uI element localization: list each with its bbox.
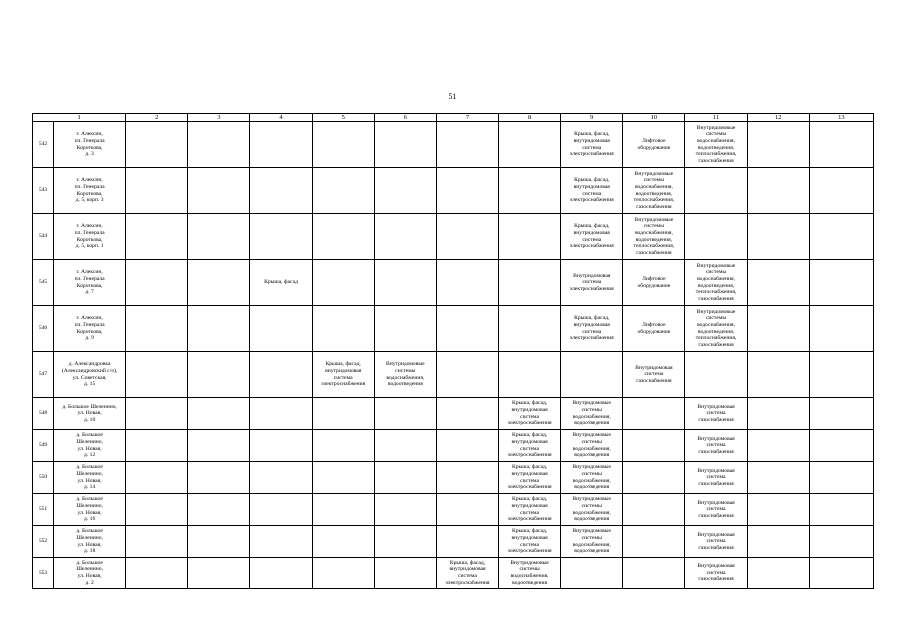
table-cell bbox=[436, 214, 498, 260]
table-cell bbox=[374, 214, 436, 260]
column-header: 10 bbox=[623, 114, 685, 122]
table-cell bbox=[747, 122, 809, 168]
table-cell bbox=[374, 398, 436, 430]
table-row bbox=[33, 430, 874, 462]
table-cell bbox=[188, 462, 250, 494]
table-cell bbox=[126, 430, 188, 462]
column-header: 1 bbox=[33, 114, 126, 122]
table-cell bbox=[374, 260, 436, 306]
table-cell bbox=[809, 214, 873, 260]
table-cell: Лифтовое оборудование bbox=[623, 260, 685, 306]
table-cell bbox=[312, 122, 374, 168]
table-row bbox=[33, 260, 874, 306]
table-cell bbox=[188, 398, 250, 430]
table-row bbox=[33, 168, 874, 214]
address-cell: д. Большое Шеленино, ул. Новая, д. 16 bbox=[54, 494, 126, 526]
table-cell bbox=[747, 526, 809, 558]
table-cell bbox=[188, 168, 250, 214]
table-cell bbox=[747, 494, 809, 526]
table-cell: Крыша, фасад, внутридомовая система электроснабжения bbox=[561, 122, 623, 168]
table-cell bbox=[312, 214, 374, 260]
table-cell bbox=[188, 430, 250, 462]
table-cell: Крыша, фасад, внутридомовая система электроснабжения bbox=[436, 558, 498, 589]
table-cell bbox=[126, 558, 188, 589]
table-cell bbox=[747, 168, 809, 214]
table-cell bbox=[188, 260, 250, 306]
table-cell bbox=[436, 398, 498, 430]
address-cell: г. Алексин, пл. Генерала Короткова, д. 7 bbox=[54, 260, 126, 306]
table-cell bbox=[436, 168, 498, 214]
table-cell bbox=[623, 558, 685, 589]
table-cell bbox=[312, 526, 374, 558]
table-cell bbox=[499, 168, 561, 214]
table-cell bbox=[747, 462, 809, 494]
table-cell: Внутридомовая система газоснабжения bbox=[685, 430, 747, 462]
table-cell: Крыша, фасад, внутридомовая система электроснабжения bbox=[499, 526, 561, 558]
header-row bbox=[33, 114, 874, 122]
table-cell bbox=[188, 214, 250, 260]
column-header: 6 bbox=[374, 114, 436, 122]
table-cell bbox=[436, 494, 498, 526]
table-cell bbox=[126, 398, 188, 430]
table-cell bbox=[809, 558, 873, 589]
table-row bbox=[33, 214, 874, 260]
table-cell: Внутридомовая система газоснабжения bbox=[685, 398, 747, 430]
table-cell bbox=[685, 352, 747, 398]
table-cell bbox=[250, 168, 312, 214]
row-number-cell: 543 bbox=[33, 168, 54, 214]
table-cell: Лифтовое оборудование bbox=[623, 306, 685, 352]
row-number-cell: 552 bbox=[33, 526, 54, 558]
table-cell: Внутридомовые системы водоснабжения, водоотведения, теплоснабжения, газоснабжения bbox=[685, 306, 747, 352]
table-cell: Крыша, фасад, внутридомовая система электроснабжения bbox=[499, 430, 561, 462]
table-cell bbox=[747, 352, 809, 398]
table-cell bbox=[312, 168, 374, 214]
table-cell: Крыша, фасад, внутридомовая система электроснабжения bbox=[499, 398, 561, 430]
table-cell bbox=[623, 494, 685, 526]
table-cell bbox=[188, 526, 250, 558]
table-cell bbox=[250, 306, 312, 352]
row-number-cell: 551 bbox=[33, 494, 54, 526]
table-cell bbox=[188, 352, 250, 398]
row-number-cell: 549 bbox=[33, 430, 54, 462]
table-cell bbox=[312, 558, 374, 589]
table-row bbox=[33, 398, 874, 430]
table-cell bbox=[312, 398, 374, 430]
column-header: 2 bbox=[126, 114, 188, 122]
table-cell bbox=[747, 398, 809, 430]
table-cell: Внутридомовые системы водоснабжения, водоотведения bbox=[499, 558, 561, 589]
table-cell bbox=[250, 462, 312, 494]
table-cell bbox=[499, 260, 561, 306]
table-cell bbox=[809, 352, 873, 398]
table-row bbox=[33, 462, 874, 494]
table-cell bbox=[809, 462, 873, 494]
table-cell: Крыша, фасад, внутридомовая система электроснабжения bbox=[499, 462, 561, 494]
table-cell bbox=[188, 494, 250, 526]
address-cell: д. Большое Шеленино, ул. Новая, д. 12 bbox=[54, 430, 126, 462]
table-cell bbox=[374, 494, 436, 526]
table-cell bbox=[499, 122, 561, 168]
table-cell bbox=[250, 526, 312, 558]
table-cell: Крыша, фасад bbox=[250, 260, 312, 306]
table-cell: Внутридомовые системы водоснабжения, водоотведения bbox=[561, 430, 623, 462]
table-cell bbox=[747, 558, 809, 589]
table-cell bbox=[374, 168, 436, 214]
table-cell bbox=[809, 306, 873, 352]
table-cell bbox=[747, 260, 809, 306]
table-cell: Внутридомовая система газоснабжения bbox=[685, 558, 747, 589]
table-cell: Внутридомовые системы водоснабжения, водоотведения, теплоснабжения, газоснабжения bbox=[623, 214, 685, 260]
column-header: 11 bbox=[685, 114, 747, 122]
table-cell bbox=[809, 430, 873, 462]
table-cell bbox=[126, 260, 188, 306]
table-cell bbox=[436, 462, 498, 494]
table-cell bbox=[188, 122, 250, 168]
table-cell: Внутридомовая система газоснабжения bbox=[623, 352, 685, 398]
table-row bbox=[33, 494, 874, 526]
address-cell: д. Большое Шеленино, ул. Новая, д. 18 bbox=[54, 526, 126, 558]
table-cell bbox=[623, 430, 685, 462]
table-cell: Внутридомовые системы водоснабжения, водоотведения bbox=[561, 526, 623, 558]
table-cell bbox=[809, 398, 873, 430]
address-cell: г. Алексин, пл. Генерала Короткова, д. 3 bbox=[54, 122, 126, 168]
table-cell bbox=[126, 494, 188, 526]
table-cell bbox=[747, 306, 809, 352]
row-number-cell: 550 bbox=[33, 462, 54, 494]
table-cell: Внутридомовые системы водоснабжения, водоотведения bbox=[561, 494, 623, 526]
table-cell bbox=[561, 558, 623, 589]
row-number-cell: 544 bbox=[33, 214, 54, 260]
table-cell bbox=[312, 430, 374, 462]
row-number-cell: 547 bbox=[33, 352, 54, 398]
table-cell: Крыша, фасад, внутридомовая система электроснабжения bbox=[561, 168, 623, 214]
table-cell bbox=[250, 122, 312, 168]
table-cell: Внутридомовые системы водоснабжения, водоотведения, теплоснабжения, газоснабжения bbox=[623, 168, 685, 214]
table-cell bbox=[250, 398, 312, 430]
table-cell bbox=[747, 430, 809, 462]
table-cell bbox=[809, 122, 873, 168]
table-cell bbox=[685, 168, 747, 214]
table-cell bbox=[623, 462, 685, 494]
table-cell bbox=[685, 214, 747, 260]
row-number-cell: 548 bbox=[33, 398, 54, 430]
table-cell bbox=[561, 352, 623, 398]
table-cell: Внутридомовая система электроснабжения bbox=[561, 260, 623, 306]
table-cell: Крыша, фасад, внутридомовая система электроснабжения bbox=[499, 494, 561, 526]
address-cell: д. Большое Шеленино, ул. Новая, д. 2 bbox=[54, 558, 126, 589]
table-cell bbox=[374, 558, 436, 589]
address-cell: г. Алексин, пл. Генерала Короткова, д. 9 bbox=[54, 306, 126, 352]
table-row bbox=[33, 352, 874, 398]
table-cell: Внутридомовые системы водоснабжения, водоотведения, теплоснабжения, газоснабжения bbox=[685, 260, 747, 306]
table-cell bbox=[126, 168, 188, 214]
address-cell: г. Алексин, пл. Генерала Короткова, д. 5, корп. 1 bbox=[54, 214, 126, 260]
table-cell: Крыша, фасад, внутридомовая система электроснабжения bbox=[561, 214, 623, 260]
page-number: 51 bbox=[448, 92, 457, 101]
table-cell: Внутридомовая система газоснабжения bbox=[685, 494, 747, 526]
table-cell bbox=[126, 352, 188, 398]
table-cell bbox=[126, 122, 188, 168]
table-cell bbox=[809, 526, 873, 558]
table-body bbox=[33, 122, 874, 589]
table-cell bbox=[250, 352, 312, 398]
table-cell bbox=[188, 306, 250, 352]
table-cell: Внутридомовая система газоснабжения bbox=[685, 526, 747, 558]
table-cell bbox=[374, 526, 436, 558]
table-cell bbox=[250, 214, 312, 260]
address-cell: г. Алексин, пл. Генерала Короткова, д. 5, корп. 3 bbox=[54, 168, 126, 214]
table-cell bbox=[623, 398, 685, 430]
column-header: 4 bbox=[250, 114, 312, 122]
row-number-cell: 553 bbox=[33, 558, 54, 589]
table-cell bbox=[374, 306, 436, 352]
table-cell bbox=[499, 214, 561, 260]
address-cell: д. Александровка (Александровский с/о), ул. Советская, д. 15 bbox=[54, 352, 126, 398]
table-cell bbox=[436, 430, 498, 462]
table-cell bbox=[374, 122, 436, 168]
table-cell bbox=[126, 306, 188, 352]
table-cell bbox=[312, 462, 374, 494]
address-cell: д. Большое Шеленино, ул. Новая, д. 10 bbox=[54, 398, 126, 430]
table-cell bbox=[809, 494, 873, 526]
table-cell bbox=[436, 122, 498, 168]
column-header: 3 bbox=[188, 114, 250, 122]
table-cell bbox=[188, 558, 250, 589]
column-header: 5 bbox=[312, 114, 374, 122]
table-cell bbox=[126, 214, 188, 260]
table-row bbox=[33, 306, 874, 352]
table-cell: Внутридомовые системы водоснабжения, водоотведения bbox=[561, 398, 623, 430]
table-cell: Крыша, фасад, внутридомовая система электроснабжения bbox=[561, 306, 623, 352]
table-row bbox=[33, 122, 874, 168]
row-number-cell: 546 bbox=[33, 306, 54, 352]
table-cell: Лифтовое оборудование bbox=[623, 122, 685, 168]
table-cell bbox=[250, 430, 312, 462]
table-row bbox=[33, 558, 874, 589]
table-cell bbox=[250, 558, 312, 589]
table-cell bbox=[436, 352, 498, 398]
table-cell bbox=[312, 494, 374, 526]
table-cell bbox=[374, 462, 436, 494]
column-header: 12 bbox=[747, 114, 809, 122]
table-cell bbox=[436, 260, 498, 306]
repair-schedule-table bbox=[32, 113, 874, 589]
table-cell bbox=[436, 306, 498, 352]
column-header: 8 bbox=[499, 114, 561, 122]
table-cell bbox=[312, 260, 374, 306]
table-cell: Крыша, фасад, внутридомовая система электроснабжения bbox=[312, 352, 374, 398]
table-cell: Внутридомовые системы водоснабжения, водоотведения bbox=[374, 352, 436, 398]
column-header: 13 bbox=[809, 114, 873, 122]
table-cell bbox=[126, 462, 188, 494]
table-cell: Внутридомовые системы водоснабжения, водоотведения, теплоснабжения, газоснабжения bbox=[685, 122, 747, 168]
table-cell bbox=[126, 526, 188, 558]
table-cell bbox=[809, 168, 873, 214]
table-cell bbox=[436, 526, 498, 558]
column-header: 9 bbox=[561, 114, 623, 122]
table-cell bbox=[499, 352, 561, 398]
row-number-cell: 542 bbox=[33, 122, 54, 168]
table-cell bbox=[499, 306, 561, 352]
table-cell bbox=[250, 494, 312, 526]
table-cell bbox=[747, 214, 809, 260]
table-cell bbox=[623, 526, 685, 558]
table-row bbox=[33, 526, 874, 558]
table-cell bbox=[312, 306, 374, 352]
row-number-cell: 545 bbox=[33, 260, 54, 306]
address-cell: д. Большое Шеленино, ул. Новая, д. 14 bbox=[54, 462, 126, 494]
table-cell: Внутридомовая система газоснабжения bbox=[685, 462, 747, 494]
table-cell bbox=[809, 260, 873, 306]
table-cell bbox=[374, 430, 436, 462]
column-header: 7 bbox=[436, 114, 498, 122]
table-cell: Внутридомовые системы водоснабжения, водоотведения bbox=[561, 462, 623, 494]
